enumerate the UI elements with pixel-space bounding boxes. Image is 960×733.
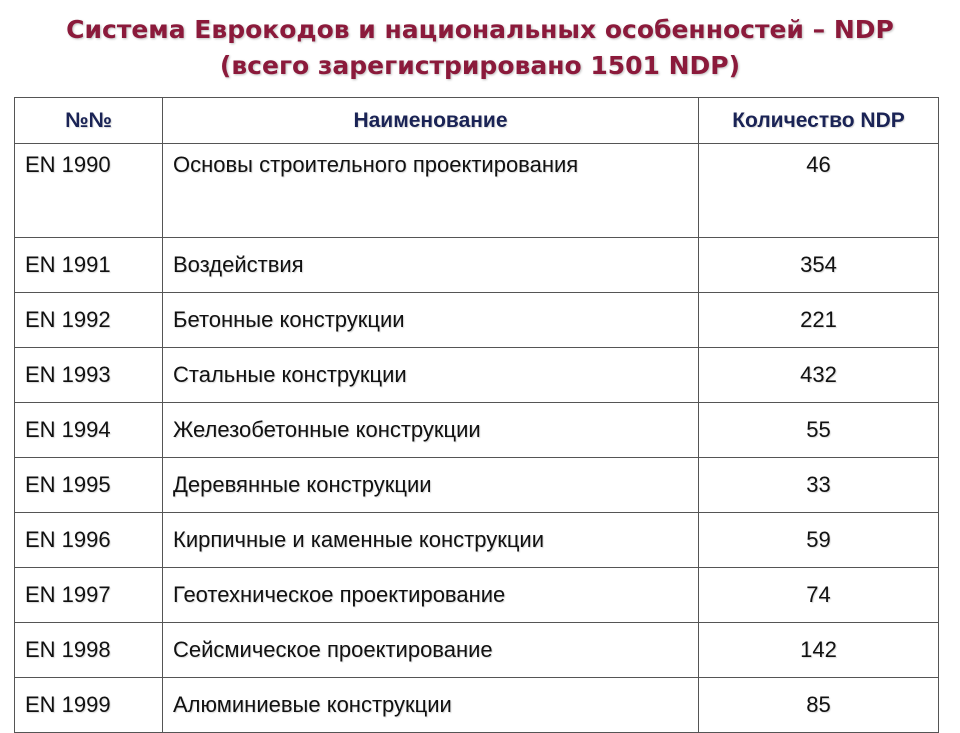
- row-code: EN 1992: [15, 293, 163, 348]
- row-name: Бетонные конструкции: [163, 293, 699, 348]
- row-name: Основы строительного проектирования: [163, 144, 699, 238]
- row-count: 221: [699, 293, 939, 348]
- table-row: [15, 403, 939, 458]
- row-code: EN 1998: [15, 623, 163, 678]
- eurocodes-table: [14, 97, 939, 733]
- row-name: Сейсмическое проектирование: [163, 623, 699, 678]
- row-name: Стальные конструкции: [163, 348, 699, 403]
- row-count: 59: [699, 513, 939, 568]
- table-row: [15, 568, 939, 623]
- table-row: [15, 678, 939, 733]
- header-name: Наименование: [163, 98, 699, 144]
- table-row: [15, 293, 939, 348]
- row-count: 46: [699, 144, 939, 238]
- page-title: [0, 12, 960, 84]
- row-count: 55: [699, 403, 939, 458]
- row-code: EN 1990: [15, 144, 163, 238]
- table-row: [15, 623, 939, 678]
- row-code: EN 1993: [15, 348, 163, 403]
- table-row: [15, 144, 939, 238]
- row-count: 142: [699, 623, 939, 678]
- table-row: [15, 513, 939, 568]
- row-name: Алюминиевые конструкции: [163, 678, 699, 733]
- table-row: [15, 458, 939, 513]
- row-name: Железобетонные конструкции: [163, 403, 699, 458]
- table-row: [15, 348, 939, 403]
- row-count: 354: [699, 238, 939, 293]
- header-number: №№: [15, 98, 163, 144]
- row-count: 33: [699, 458, 939, 513]
- title-line-1: Система Еврокодов и национальных особенностей – NDP: [66, 15, 894, 44]
- row-code: EN 1999: [15, 678, 163, 733]
- row-count: 74: [699, 568, 939, 623]
- row-name: Геотехническое проектирование: [163, 568, 699, 623]
- row-count: 85: [699, 678, 939, 733]
- row-name: Кирпичные и каменные конструкции: [163, 513, 699, 568]
- row-code: EN 1997: [15, 568, 163, 623]
- table-row: [15, 238, 939, 293]
- row-code: EN 1996: [15, 513, 163, 568]
- title-line-2: (всего зарегистрировано 1501 NDP): [219, 51, 741, 80]
- table-header-row: [15, 98, 939, 144]
- header-count: Количество NDP: [699, 98, 939, 144]
- row-name: Деревянные конструкции: [163, 458, 699, 513]
- row-code: EN 1994: [15, 403, 163, 458]
- row-code: EN 1991: [15, 238, 163, 293]
- row-count: 432: [699, 348, 939, 403]
- row-code: EN 1995: [15, 458, 163, 513]
- row-name: Воздействия: [163, 238, 699, 293]
